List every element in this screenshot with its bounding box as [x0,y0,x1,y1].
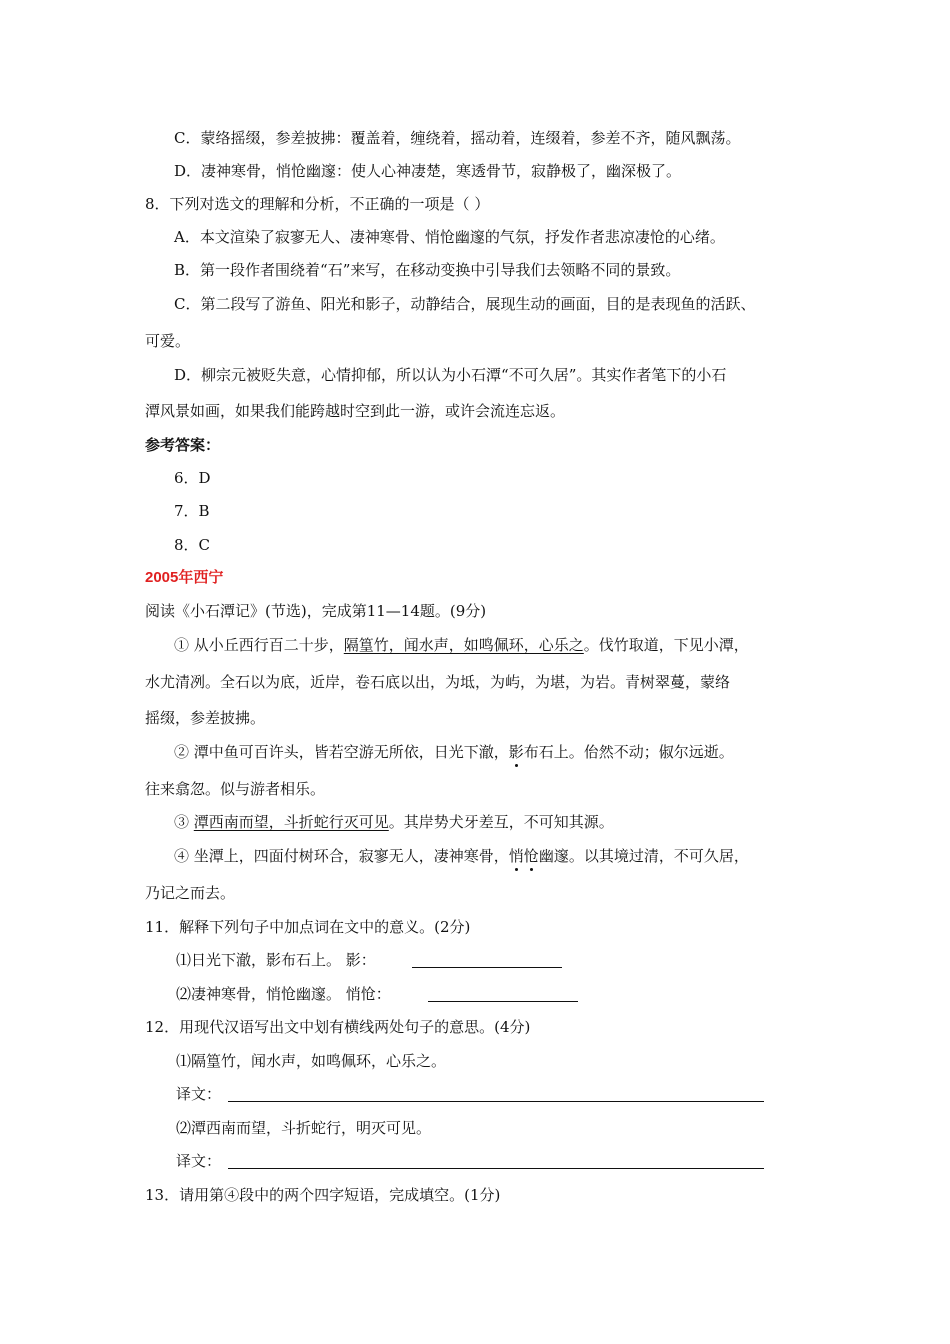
passage-paragraph-3: ③ 潭西南而望，斗折蛇行灭可见。其岸势犬牙差互，不可知其源。 [174,813,614,831]
passage-paragraph-4-line2: 乃记之而去。 [145,884,236,902]
answer-6: 6．D [174,469,211,487]
q8-option-c-line1: C．第二段写了游鱼、阳光和影子，动静结合，展现生动的画面，目的是表现鱼的活跃、 [174,295,756,313]
q8-stem: 8．下列对选文的理解和分析，不正确的一项是（ ） [145,195,490,213]
answers-heading: 参考答案： [145,436,221,454]
q12-stem: 12．用现代汉语写出文中划有横线两处句子的意思。(4分) [145,1018,531,1036]
answer-8: 8．C [174,536,211,554]
q12-item-2: ⑵潭西南而望，斗折蛇行，明灭可见。 [176,1119,432,1137]
passage-paragraph-2-line2: 往来翕忽。似与游者相乐。 [145,780,326,798]
q12-translation-label-2: 译文： [176,1152,222,1170]
section-intro: 阅读《小石潭记》(节选)，完成第11—14题。(9分) [145,602,487,620]
q11-item-1: ⑴日光下澈，影布石上。 影： [176,951,376,969]
dotted-word-qiao: 悄 [508,847,524,865]
q7-option-d: D．凄神寒骨，悄怆幽邃：使人心神凄楚，寒透骨节，寂静极了，幽深极了。 [174,162,682,180]
q8-option-d-line2: 潭风景如画，如果我们能跨越时空到此一游，或许会流连忘返。 [145,402,566,420]
q8-option-a: A．本文渲染了寂寥无人、凄神寒骨、悄怆幽邃的气氛，抒发作者悲凉凄怆的心绪。 [174,228,725,246]
q11-item-2: ⑵凄神寒骨，悄怆幽邃。 悄怆： [176,985,391,1003]
q11-answer-blank-2[interactable] [428,1001,578,1002]
passage-paragraph-2-line1: ② 潭中鱼可百许头，皆若空游无所依，日光下澈，影布石上。佁然不动；俶尔远逝。 [174,743,734,761]
dotted-word-chuang: 怆 [523,847,539,865]
q7-option-c: C．蒙络摇缀，参差披拂：覆盖着，缠绕着，摇动着，连缀着，参差不齐，随风飘荡。 [174,129,741,147]
section-title: 2005年西宁 [145,569,224,586]
passage-paragraph-4-line1: ④ 坐潭上，四面付树环合，寂寥无人，凄神寒骨，悄怆幽邃。以其境过清，不可久居， [174,847,749,865]
passage-paragraph-1-line3: 摇缀，参差披拂。 [145,709,266,727]
q12-translation-label-1: 译文： [176,1085,222,1103]
answer-7: 7．B [174,502,210,520]
q11-answer-blank-1[interactable] [412,967,562,968]
passage-paragraph-1-line2: 水尤清冽。全石以为底，近岸，卷石底以出，为坻，为屿，为堪，为岩。青树翠蔓，蒙络 [145,673,731,691]
q12-item-1: ⑴隔篁竹，闻水声，如鸣佩环，心乐之。 [176,1052,447,1070]
underlined-sentence-2: 潭西南而望，斗折蛇行灭可见 [193,813,389,831]
q11-stem: 11．解释下列句子中加点词在文中的意义。(2分) [145,918,471,936]
passage-paragraph-1-line1: ① 从小丘西行百二十步，隔篁竹，闻水声，如鸣佩环，心乐之。伐竹取道，下见小潭， [174,636,749,654]
underlined-sentence-1: 隔篁竹，闻水声，如鸣佩环，心乐之 [343,636,584,654]
q12-translation-blank-2[interactable] [228,1168,764,1169]
q12-translation-blank-1[interactable] [228,1101,764,1102]
q13-stem: 13．请用第④段中的两个四字短语，完成填空。(1分) [145,1186,501,1204]
q8-option-d-line1: D．柳宗元被贬失意，心情抑郁，所以认为小石潭“不可久居”。其实作者笔下的小石 [174,366,727,384]
q8-option-c-line2: 可爱。 [145,332,191,350]
q8-option-b: B．第一段作者围绕着“石”来写，在移动变换中引导我们去领略不同的景致。 [174,261,681,279]
dotted-word-ying: 影 [508,743,524,761]
